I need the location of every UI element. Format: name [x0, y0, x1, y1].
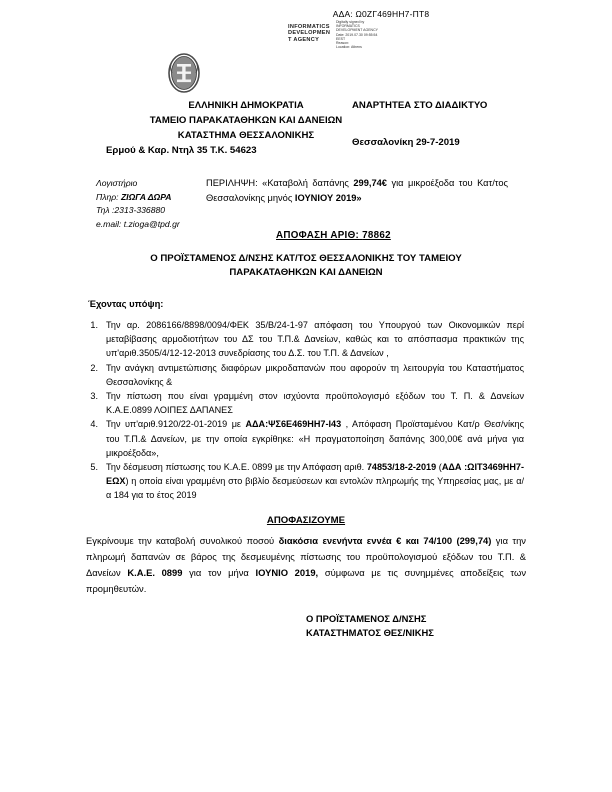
- org-line-1: ΕΛΛΗΝΙΚΗ ΔΗΜΟΚΡΑΤΙΑ: [188, 100, 304, 111]
- idika-stamp-title: [288, 24, 334, 43]
- list-item-part-2: , Απόφαση Προϊσταμένου Κατ/ρ Θεσ/νίκης του Τ.Π.& Δανείων, με την οποία εγκρίθηκε: «Η πραγματοποίηση δαπάνης 300,00€ ανά μήνα για μικροέξοδα»,: [106, 419, 524, 458]
- resolution-part-3: για τον μήνα: [182, 567, 256, 578]
- contact-phone: Τηλ :2313-336880: [96, 205, 166, 215]
- resolution-part-1: Εγκρίνουμε την καταβολή συνολικού ποσού: [86, 535, 279, 546]
- intro-text: Έχοντας υπόψη:: [88, 298, 164, 309]
- idika-stamp-details: [336, 20, 396, 49]
- resolution-part-2: για την πληρωμή δαπανών σε βάρος της δεσμευμένης πίστωσης του προϋπολογισμού εξόδων του Τ.Π. & Δανείων: [86, 535, 526, 578]
- resolution-month: ΙΟΥΝΙΟ 2019,: [255, 567, 319, 578]
- list-item: [86, 460, 524, 503]
- resolution-part-4: σύμφωνα με τις συνημμένες αποδείξεις των προμηθευτών.: [86, 567, 527, 594]
- summary-text-a: «Καταβολή δαπάνης: [262, 178, 349, 188]
- contact-person-label: Πληρ:: [96, 191, 119, 202]
- title-line-1: Ο ΠΡΟΪΣΤΑΜΕΝΟΣ Δ/ΝΣΗΣ ΚΑΤ/ΤΟΣ ΘΕΣΣΑΛΟΝΙΚΗΣ ΤΟΥ ΤΑΜΕΙΟΥ: [150, 253, 462, 264]
- list-item: [86, 318, 524, 361]
- list-item-text: Την ανάγκη αντιμετώπισης διαφόρων μικροδαπανών που αφορούν τη λειτουργία του Καταστήματος Θεσσαλονίκης &: [106, 362, 524, 387]
- list-item-part-3: ) η οποία είναι γραμμένη στο βιβλίο δεσμεύσεων και εντολών πληρωμής της Υπηρεσίας μας, με α/α 184 για το έτος 2019: [106, 476, 524, 501]
- idika-detail-5: EEST: [336, 36, 346, 41]
- org-line-2: ΤΑΜΕΙΟ ΠΑΡΑΚΑΤΑΘΗΚΩΝ ΚΑΙ ΔΑΝΕΙΩΝ: [149, 115, 343, 126]
- list-item: [86, 417, 524, 460]
- list-item-number: 3.: [90, 391, 98, 402]
- ada-header-text: ΑΔΑ: Ω0ΖΓ469ΗΗ7-ΠΤ8: [332, 9, 430, 19]
- decision-number: 78862: [362, 230, 391, 241]
- summary-text-b: για μικροέξοδα του Κατ/τος Θεσσαλονίκης μηνός: [206, 178, 508, 203]
- list-item-part-1: Την δέσμευση πίστωσης του Κ.Α.Ε. 0899 με την Απόφαση αριθ.: [106, 462, 367, 473]
- contact-department: Λογιστήριο: [96, 178, 138, 188]
- title-line-2: ΠΑΡΑΚΑΤΑΘΗΚΩΝ ΚΑΙ ΔΑΝΕΙΩΝ: [229, 267, 383, 278]
- list-item-text: [106, 417, 524, 460]
- list-item-number: 5.: [90, 462, 98, 473]
- list-item-text: Την πίστωση που είναι γραμμένη στον ισχύοντα προϋπολογισμό εξόδων του Τ. Π. & Δανείων Κ.Α.Ε.0899 ΛΟΙΠΕΣ ΔΑΠΑΝΕΣ: [106, 391, 524, 416]
- summary-label: ΠΕΡΙΛΗΨΗ:: [206, 178, 258, 188]
- list-item-text: [106, 460, 524, 503]
- decision-number-block: [276, 230, 391, 241]
- list-item-number: 2.: [90, 362, 98, 373]
- org-address: Ερμού & Καρ. Ντηλ 35 Τ.Κ. 54623: [106, 145, 257, 156]
- idika-detail-7: Location: Athens: [336, 45, 362, 50]
- list-item-number: 1.: [90, 320, 98, 330]
- idika-detail-4: Date: 2019.07.30 09:55:54: [336, 32, 378, 37]
- summary-block: [206, 176, 508, 205]
- list-item-part-1: Την υπ'αριθ.9120/22-01-2019 με: [106, 419, 246, 430]
- ada-header: [0, 9, 612, 19]
- signature-line-2: ΚΑΤΑΣΤΗΜΑΤΟΣ ΘΕΣ/ΝΙΚΗΣ: [306, 626, 434, 638]
- contact-email: e.mail: t.zioga@tpd.gr: [96, 218, 180, 229]
- resolution-heading: ΑΠΟΦΑΣΙΖΟΥΜΕ: [266, 515, 346, 526]
- list-item: [86, 361, 524, 389]
- document-title: [86, 252, 526, 280]
- list-item: [86, 389, 524, 417]
- idika-line-1: INFORMATICS: [288, 24, 330, 30]
- resolution-body: [86, 533, 526, 597]
- list-item-ada: ΑΔΑ :ΩΙΤ3469ΗΗ7-ΕΩΧ: [106, 462, 524, 487]
- summary-month: ΙΟΥΝΙΟΥ 2019»: [294, 192, 362, 203]
- greek-republic-emblem-icon: [166, 52, 202, 94]
- idika-detail-6: Reason:: [336, 41, 350, 46]
- decision-label: ΑΠΟΦΑΣΗ ΑΡΙΘ:: [276, 230, 360, 241]
- summary-amount: 299,74€: [353, 178, 387, 188]
- considerations-list: [86, 318, 524, 503]
- idika-line-2: DEVELOPMEN: [288, 30, 331, 37]
- contact-person-row: [96, 191, 180, 205]
- list-item-decision-number: 74853/18-2-2019: [366, 462, 437, 473]
- resolution-kae: Κ.Α.Ε. 0899: [127, 567, 183, 578]
- list-item-number: 4.: [90, 419, 98, 430]
- signature-block: [306, 612, 434, 639]
- contact-block: [96, 177, 180, 231]
- resolution-amount-words: διακόσια ενενήντα εννέα € και 74/100 (299,74): [278, 535, 492, 546]
- org-line-3: ΚΑΤΑΣΤΗΜΑ ΘΕΣΣΑΛΟΝΙΚΗΣ: [177, 130, 315, 141]
- idika-detail-3: DEVELOPMENT AGENCY: [336, 28, 378, 33]
- signature-line-1: Ο ΠΡΟΪΣΤΑΜΕΝΟΣ Δ/ΝΣΗΣ: [306, 613, 427, 624]
- publication-notice: ΑΝΑΡΤΗΤΕΑ ΣΤΟ ΔΙΑΔΙΚΤΥΟ: [352, 100, 488, 111]
- organization-header: [96, 98, 396, 158]
- list-item-text: Την αρ. 2086166/8898/0094/ΦΕΚ 35/Β/24-1-97 απόφαση του Υπουργού των Οικονομικών περί μεταβίβασης αρμοδιοτήτων του ΔΣ του Τ.Π.& Δανείων, καθώς και το απόσπασμα πρακτικών της υπ'αριθ.3505/4/12-12-2013 συνεδρίασης του Δ.Σ. του Τ.Π. & Δανείων ,: [106, 320, 524, 359]
- place-and-date: Θεσσαλονίκη 29-7-2019: [352, 137, 460, 148]
- contact-person-name: ΖΙΩΓΑ ΔΩΡΑ: [120, 191, 172, 202]
- idika-detail-2: INFORMATICS: [336, 24, 360, 29]
- list-item-ada: ΑΔΑ:ΨΣ6Ε469ΗΗ7-Ι43: [245, 419, 342, 430]
- idika-detail-1: Digitally signed by: [336, 20, 365, 24]
- list-item-part-2: (: [436, 462, 442, 473]
- idika-line-3: T AGENCY: [288, 36, 320, 43]
